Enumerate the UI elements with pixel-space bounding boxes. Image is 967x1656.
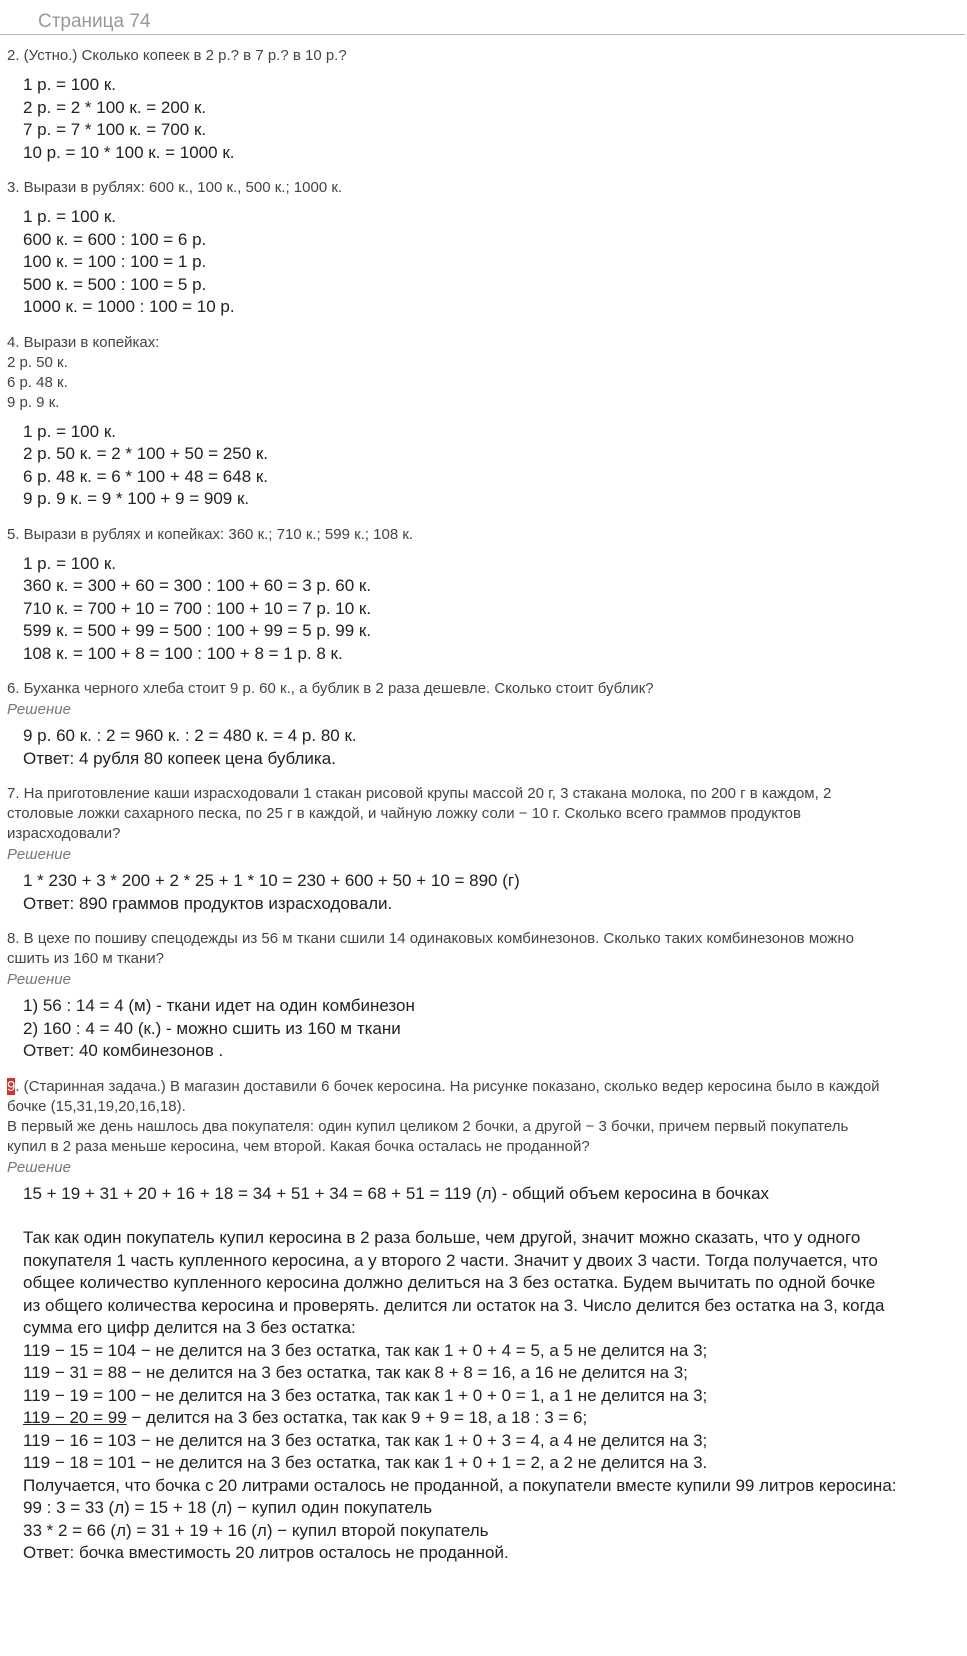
page-header — [0, 0, 965, 35]
solution-line: Ответ: 40 комбинезонов . — [23, 1041, 224, 1060]
solution-line: Ответ: 4 рубля 80 копеек цена бублика. — [23, 748, 336, 768]
task-8-text — [7, 929, 957, 969]
task-4-item: 2 р. 50 к. — [7, 353, 68, 371]
task-line: израсходовали? — [7, 825, 121, 842]
solution-label: Решение — [7, 846, 71, 863]
task-3-solution — [23, 206, 957, 319]
solution-line: Получается, что бочка с 20 литрами осталось не проданной, а покупатели вместе купили 99 литров керосина: — [23, 1475, 897, 1495]
task-5-text: 5. Вырази в рублях и копейках: 360 к.; 710 к.; 599 к.; 108 к. — [7, 525, 414, 543]
solution-line: 7 р. = 7 * 100 к. = 700 к. — [23, 120, 207, 139]
task-8-solution — [23, 995, 957, 1063]
task-4-item: 9 р. 9 к. — [7, 393, 60, 411]
solution-line: сумма его цифр делится на 3 без остатка: — [23, 1318, 356, 1337]
task-3-text: 3. Вырази в рублях: 600 к., 100 к., 500 к.; 1000 к. — [7, 179, 343, 196]
solution-line: 108 к. = 100 + 8 = 100 : 100 + 8 = 1 р. 8 к. — [23, 643, 343, 663]
task-9-text — [7, 1077, 957, 1157]
task-6-solution — [23, 725, 957, 770]
task-line: купил в 2 раза меньше керосина, чем второй. Какая бочка осталась не проданной? — [7, 1137, 590, 1155]
solution-line: покупателя 1 часть купленного керосина, а у второго 2 части. Значит у двоих 3 части. Тогда получается, что — [23, 1250, 878, 1270]
task-4-solution — [23, 421, 957, 511]
solution-line: общее количество купленного керосина должно делиться на 3 без остатка. Будем вычитать по одной бочке — [23, 1273, 876, 1292]
solution-line: Так как один покупатель купил керосина в 2 раза больше, чем другой, значит можно сказать, что у одного — [23, 1228, 861, 1247]
solution-line: 119 − 16 = 103 − не делится на 3 без остатка, так как 1 + 0 + 3 = 4, а 4 не делится на 3; — [23, 1430, 708, 1450]
task-line: бочке (15,31,19,20,16,18). — [7, 1097, 186, 1115]
solution-line: 119 − 20 = 99 − делится на 3 без остатка, так как 9 + 9 = 18, а 18 : 3 = 6; — [23, 1408, 588, 1427]
solution-line: 100 к. = 100 : 100 = 1 р. — [23, 252, 207, 271]
solution-line: 15 + 19 + 31 + 20 + 16 + 18 = 34 + 51 + 34 = 68 + 51 = 119 (л) - общий объем керосина в бочках — [23, 1183, 770, 1203]
task-7-solution — [23, 870, 957, 915]
task-line: сшить из 160 м ткани? — [7, 950, 164, 967]
solution-line: 119 − 19 = 100 − не делится на 3 без остатка, так как 1 + 0 + 0 = 1, а 1 не делится на 3; — [23, 1385, 708, 1405]
solution-line: 119 − 31 = 88 − не делится на 3 без остатка, так как 8 + 8 = 16, а 16 не делится на 3; — [23, 1363, 688, 1382]
task-9-solution — [23, 1183, 957, 1565]
task-7-text — [7, 784, 957, 844]
solution-line: 2 р. 50 к. = 2 * 100 + 50 = 250 к. — [23, 444, 269, 463]
task-line: 7. На приготовление каши израсходовали 1 стакан рисовой крупы массой 20 г, 3 стакана молока, по 200 г в каждом, 2 — [7, 785, 832, 802]
task-line: 9. (Старинная задача.) В магазин доставили 6 бочек керосина. На рисунке показано, сколько ведер керосина было в каждой — [7, 1077, 880, 1095]
solution-line: 1) 56 : 14 = 4 (м) - ткани идет на один комбинезон — [23, 996, 415, 1015]
solution-line: 600 к. = 600 : 100 = 6 р. — [23, 229, 207, 249]
solution-line: 9 р. 60 к. : 2 = 960 к. : 2 = 480 к. = 4 р. 80 к. — [23, 726, 357, 745]
solution-line: из общего количества керосина и проверять. делится ли остаток на 3. Число делится без остатка на 3, когда — [23, 1295, 885, 1315]
solution-label: Решение — [7, 1158, 71, 1176]
solution-line: Ответ: бочка вместимость 20 литров осталось не проданной. — [23, 1543, 509, 1562]
solution-line: 33 * 2 = 66 (л) = 31 + 19 + 16 (л) − купил второй покупатель — [23, 1520, 489, 1540]
solution-line: 10 р. = 10 * 100 к. = 1000 к. — [23, 142, 235, 162]
task-2-solution — [23, 74, 957, 164]
solution-line: 599 к. = 500 + 99 = 500 : 100 + 99 = 5 р. 99 к. — [23, 621, 372, 640]
solution-label: Решение — [7, 701, 71, 718]
solution-line: 1 * 230 + 3 * 200 + 2 * 25 + 1 * 10 = 230 + 600 + 50 + 10 = 890 (г) — [23, 871, 520, 890]
task-5-solution — [23, 553, 957, 666]
page-title: Страница 74 — [38, 11, 151, 32]
solution-line: 1 р. = 100 к. — [23, 207, 116, 226]
task-9-number-highlight: 9 — [7, 1077, 16, 1095]
solution-line: 710 к. = 700 + 10 = 700 : 100 + 10 = 7 р. 10 к. — [23, 598, 372, 618]
solution-label: Решение — [7, 971, 71, 988]
task-line: В первый же день нашлось два покупателя: один купил целиком 2 бочки, а другой − 3 бочки, причем первый покупатель — [7, 1117, 849, 1135]
solution-line: 2 р. = 2 * 100 к. = 200 к. — [23, 97, 207, 117]
task-4-title: 4. Вырази в копейках: — [7, 333, 160, 351]
solution-line: 6 р. 48 к. = 6 * 100 + 48 = 648 к. — [23, 466, 269, 486]
task-line: 8. В цехе по пошиву спецодежды из 56 м ткани сшили 14 одинаковых комбинезонов. Сколько таких комбинезонов можно — [7, 930, 854, 947]
solution-line: 500 к. = 500 : 100 = 5 р. — [23, 274, 207, 294]
solution-line: 99 : 3 = 33 (л) = 15 + 18 (л) − купил один покупатель — [23, 1498, 433, 1517]
solution-line: 1 р. = 100 к. — [23, 75, 116, 94]
solution-line: 360 к. = 300 + 60 = 300 : 100 + 60 = 3 р. 60 к. — [23, 576, 372, 595]
solution-line: 1 р. = 100 к. — [23, 421, 116, 441]
task-6-text: 6. Буханка черного хлеба стоит 9 р. 60 к., а бублик в 2 раза дешевле. Сколько стоит бублик? — [7, 680, 654, 697]
solution-line: 9 р. 9 к. = 9 * 100 + 9 = 909 к. — [23, 489, 250, 508]
content — [7, 46, 957, 1565]
task-line: столовые ложки сахарного песка, по 25 г в каждой, и чайную ложку соли − 10 г. Сколько всего граммов продуктов — [7, 805, 801, 822]
solution-line: 1 р. = 100 к. — [23, 553, 116, 573]
solution-line: 119 − 18 = 101 − не делится на 3 без остатка, так как 1 + 0 + 1 = 2, а 2 не делится на 3. — [23, 1453, 708, 1472]
solution-line: 119 − 15 = 104 − не делится на 3 без остатка, так как 1 + 0 + 4 = 5, а 5 не делится на 3; — [23, 1340, 708, 1360]
solution-line: 1000 к. = 1000 : 100 = 10 р. — [23, 297, 235, 316]
underlined-equation: 119 − 20 = 99 — [23, 1408, 127, 1427]
task-2-text: 2. (Устно.) Сколько копеек в 2 р.? в 7 р.? в 10 р.? — [7, 47, 347, 64]
solution-line: Ответ: 890 граммов продуктов израсходовали. — [23, 893, 393, 913]
task-4-item: 6 р. 48 к. — [7, 373, 68, 391]
task-4-text — [7, 333, 957, 413]
solution-line: 2) 160 : 4 = 40 (к.) - можно сшить из 160 м ткани — [23, 1018, 401, 1038]
